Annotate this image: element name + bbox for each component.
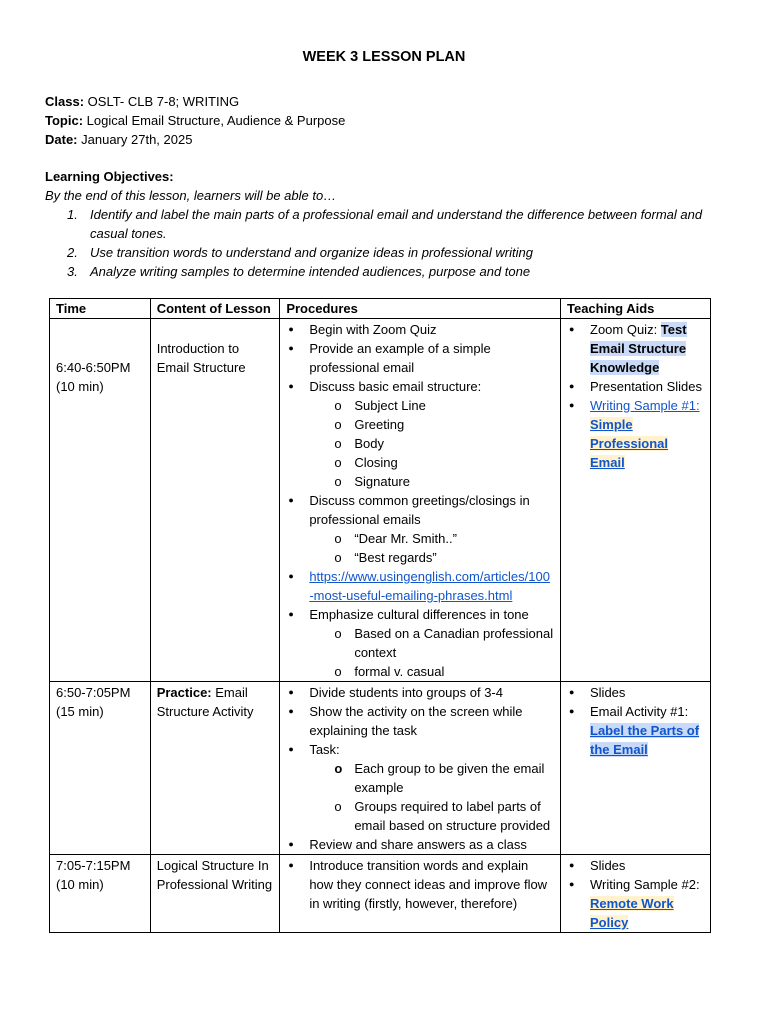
teaching-aids-cell [561,682,711,855]
list-item [567,396,704,472]
date-label: Date: [45,132,78,147]
sub-list [286,624,554,681]
list-item: ● Show the activity on the screen while explaining the task [286,702,554,740]
email-activity-link[interactable]: Label the Parts of the Email [590,723,700,757]
procedures-cell [280,682,561,855]
list-item: ● Provide an example of a simple professional email [286,339,554,377]
sub-list [286,759,554,835]
sub-list-item: o “Dear Mr. Smith..” [286,529,554,548]
sub-list [286,529,554,567]
class-row [45,92,345,111]
content-cell [150,855,280,933]
content-bold: Practice: [156,685,212,700]
table-row [50,682,711,855]
date-row [45,130,345,149]
procedures-list [286,320,554,681]
objective-item: 1. Identify and label the main parts of a professional email and understand the difference between formal and casual tones. [67,207,703,241]
list-item: ● Zoom Quiz: Test Email Structure Knowledge [567,320,704,377]
sub-list-item: o Each group to be given the email example [286,759,554,797]
topic-row [45,111,345,130]
content-cell [150,319,280,682]
table-header-row [50,299,711,319]
list-item: ● Slides [567,856,704,875]
list-item: ● Introduce transition words and explain how they connect ideas and improve flow in writing (firstly, however, therefore) [286,856,554,913]
list-item: ● Presentation Slides [567,377,704,396]
table-row [50,319,711,682]
time-range: 6:40-6:50PM [56,360,131,375]
topic-value: Logical Email Structure, Audience & Purpose [86,113,346,128]
sub-list-item: o Subject Line [286,396,554,415]
sub-list-item: o Based on a Canadian professional context [286,624,554,662]
header-time: Time [50,299,151,319]
sub-list-item: o Signature [286,472,554,491]
lesson-plan-table [49,298,711,933]
header-content: Content of Lesson [150,299,280,319]
class-value: OSLT- CLB 7-8; WRITING [87,94,240,109]
procedures-list [286,856,554,913]
list-item: ● Writing Sample #2: Remote Work Policy [567,875,704,932]
zoom-quiz-highlight: Test Email Structure Knowledge [590,322,687,375]
list-item: ● Task: o Each group to be given the email example o Groups required to label parts of email based on structure provided [286,740,554,835]
procedures-list [286,683,554,854]
content-cell [150,682,280,855]
list-item: ● Discuss common greetings/closings in professional emails o “Dear Mr. Smith..” o “Best regards” [286,491,554,567]
list-item: ● Slides [567,683,704,702]
sub-list [286,396,554,491]
list-item: ● Begin with Zoom Quiz [286,320,554,339]
writing-sample-1-link[interactable]: Writing Sample #1: Simple Professional Email [590,398,700,470]
list-item: ● Discuss basic email structure: o Subject Line o Greeting o Body o Closing o Signature [286,377,554,491]
list-item: ● Email Activity #1: Label the Parts of the Email [567,702,704,759]
aids-list [567,320,704,472]
list-item: ● Review and share answers as a class [286,835,554,854]
sub-list-item: o Greeting [286,415,554,434]
header-teaching-aids: Teaching Aids [561,299,711,319]
time-range: 6:50-7:05PM [56,685,131,700]
time-cell [50,319,151,682]
time-duration: (10 min) [56,379,104,394]
page-title: WEEK 3 LESSON PLAN [302,49,466,65]
objectives-heading: Learning Objectives: [45,169,174,184]
objectives-intro: By the end of this lesson, learners will be able to… [45,188,337,203]
content-text: Logical Structure In Professional Writing [156,858,273,892]
time-cell [50,682,151,855]
sub-list-item: o “Best regards” [286,548,554,567]
teaching-aids-cell [561,855,711,933]
sub-list-item: o Groups required to label parts of email based on structure provided [286,797,554,835]
sub-list-item: o Body [286,434,554,453]
list-item [286,567,554,605]
content-text: Email Structure Activity [156,685,254,719]
lesson-meta [45,92,345,149]
table-row [50,855,711,933]
class-label: Class: [45,94,85,109]
header-procedures: Procedures [280,299,561,319]
time-range: 7:05-7:15PM [56,858,131,873]
teaching-aids-cell [561,319,711,682]
aids-list [567,683,704,759]
sub-list-item: o formal v. casual [286,662,554,681]
aids-list [567,856,704,932]
time-duration: (10 min) [56,877,104,892]
procedures-cell [280,855,561,933]
time-duration: (15 min) [56,704,104,719]
objective-item: 2. Use transition words to understand and organize ideas in professional writing [67,245,533,260]
sub-list-item: o Closing [286,453,554,472]
learning-objectives [45,167,725,281]
time-cell [50,855,151,933]
list-item: ● Divide students into groups of 3-4 [286,683,554,702]
list-item: ● Emphasize cultural differences in tone o Based on a Canadian professional context o formal v. casual [286,605,554,681]
objective-item: 3. Analyze writing samples to determine intended audiences, purpose and tone [67,264,531,279]
emailing-phrases-link[interactable]: https://www.usingenglish.com/articles/100-most-useful-emailing-phrases.html [309,569,550,603]
topic-label: Topic: [45,113,84,128]
procedures-cell [280,319,561,682]
writing-sample-2-link[interactable]: Remote Work Policy [590,896,674,930]
content-text: Introduction to Email Structure [156,341,246,375]
date-value: January 27th, 2025 [81,132,193,147]
objectives-list [45,205,725,281]
